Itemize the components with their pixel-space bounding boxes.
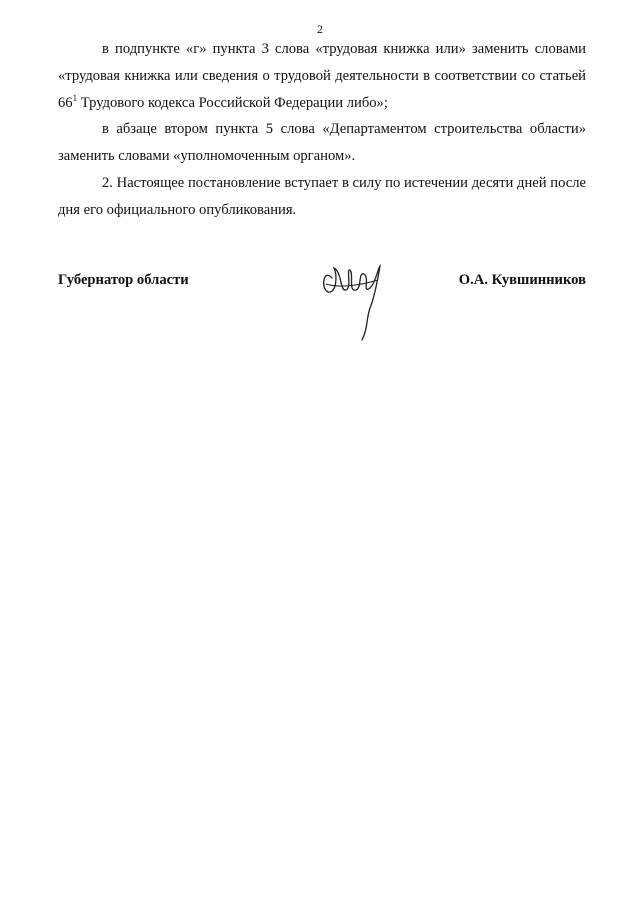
paragraph-amendment-1 bbox=[58, 36, 586, 116]
signatory-name: О.А. Кувшинников bbox=[458, 272, 586, 288]
signatory-position: Губернатор области bbox=[58, 272, 189, 288]
paragraph-amendment-2: в абзаце втором пункта 5 слова «Департаментом строительства области» заменить словами «уполномоченным органом». bbox=[58, 121, 586, 165]
paragraph-text: Трудового кодекса Российской Федерации либо»; bbox=[77, 94, 388, 111]
superscript: 1 bbox=[72, 92, 78, 103]
paragraph-effective-date: 2. Настоящее постановление вступает в силу по истечении десяти дней после дня его официального опубликования. bbox=[58, 174, 586, 218]
paragraph-text: в подпункте «г» пункта 3 слова «трудовая книжка или» заменить словами «трудовая книжка или сведения о трудовой деятельности в соответствии со статьей 66 bbox=[58, 41, 586, 111]
handwritten-signature bbox=[318, 258, 398, 348]
document-body bbox=[58, 36, 586, 224]
page-number: 2 bbox=[317, 22, 323, 36]
